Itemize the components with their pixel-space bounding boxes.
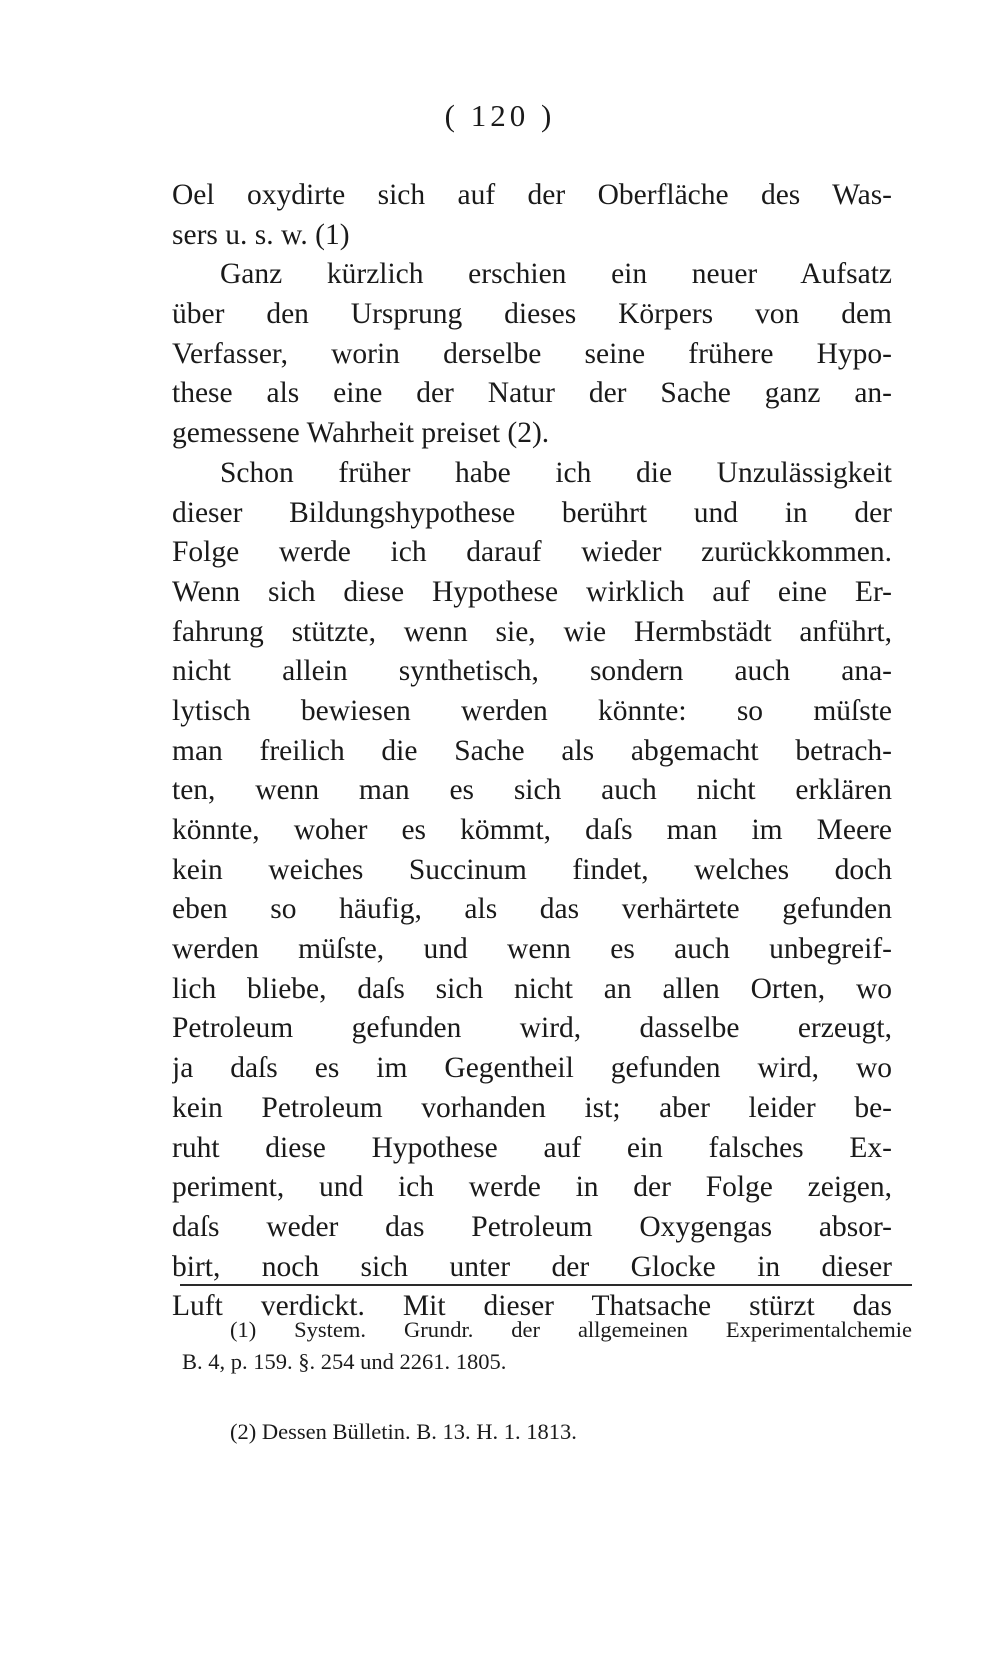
text-line: sers u. s. w. (1): [172, 218, 350, 251]
text-line: Schon früher habe ich die Unzulässigkeit: [220, 456, 892, 489]
text-line: man freilich die Sache als abgemacht betrach-: [172, 734, 892, 767]
text-line: Petroleum gefunden wird, dasselbe erzeugt,: [172, 1012, 892, 1045]
text-line: birt, noch sich unter der Glocke in dieser: [172, 1250, 892, 1283]
text-line: ja daſs es im Gegentheil gefunden wird, wo: [172, 1052, 892, 1085]
footnote-1-line-2: B. 4, p. 159. §. 254 und 2261. 1805.: [182, 1349, 507, 1374]
text-line: fahrung stützte, wenn sie, wie Hermbstädt anführt,: [172, 615, 892, 648]
text-line: Luft verdickt. Mit dieser Thatsache stürzt das: [172, 1290, 892, 1323]
text-line: daſs weder das Petroleum Oxygengas absor-: [172, 1210, 892, 1243]
text-line: Ganz kürzlich erschien ein neuer Aufsatz: [220, 258, 892, 291]
text-line: lich bliebe, daſs sich nicht an allen Orten, wo: [172, 972, 892, 1005]
footnote-divider: [180, 1284, 912, 1286]
text-line: kein weiches Succinum findet, welches doch: [172, 853, 892, 886]
text-line: lytisch bewiesen werden könnte: so müſste: [172, 694, 892, 727]
text-line: Oel oxydirte sich auf der Oberfläche des Was-: [172, 179, 892, 211]
page-number: ( 120 ): [444, 98, 556, 133]
text-line: periment, und ich werde in der Folge zeigen,: [172, 1171, 892, 1204]
footnote-1-line-1: (1) System. Grundr. der allgemeinen Experimentalchemie: [230, 1317, 912, 1342]
text-line: ruht diese Hypothese auf ein falsches Ex-: [172, 1131, 892, 1164]
text-line: Verfasser, worin derselbe seine frühere Hypo-: [172, 337, 892, 370]
text-line: werden müſste, und wenn es auch unbegreif-: [172, 933, 892, 966]
text-line: dieser Bildungshypothese berührt und in der: [172, 496, 892, 529]
text-line: ten, wenn man es sich auch nicht erklären: [172, 774, 892, 807]
text-line: könnte, woher es kömmt, daſs man im Meere: [172, 814, 892, 846]
footnote-2: (2) Dessen Bülletin. B. 13. H. 1. 1813.: [230, 1419, 577, 1444]
footnotes: [182, 1314, 912, 1448]
text-line: Wenn sich diese Hypothese wirklich auf eine Er-: [172, 575, 892, 608]
text-line: eben so häufig, als das verhärtete gefunden: [172, 893, 892, 926]
text-line: kein Petroleum vorhanden ist; aber leider be-: [172, 1091, 892, 1124]
text-line: über den Ursprung dieses Körpers von dem: [172, 298, 892, 331]
body-text: [172, 176, 892, 1327]
text-line: gemessene Wahrheit preiset (2).: [172, 417, 550, 450]
text-line: nicht allein synthetisch, sondern auch ana-: [172, 655, 892, 688]
text-line: Folge werde ich darauf wieder zurückkommen.: [172, 536, 892, 569]
text-line: these als eine der Natur der Sache ganz an-: [172, 377, 892, 410]
